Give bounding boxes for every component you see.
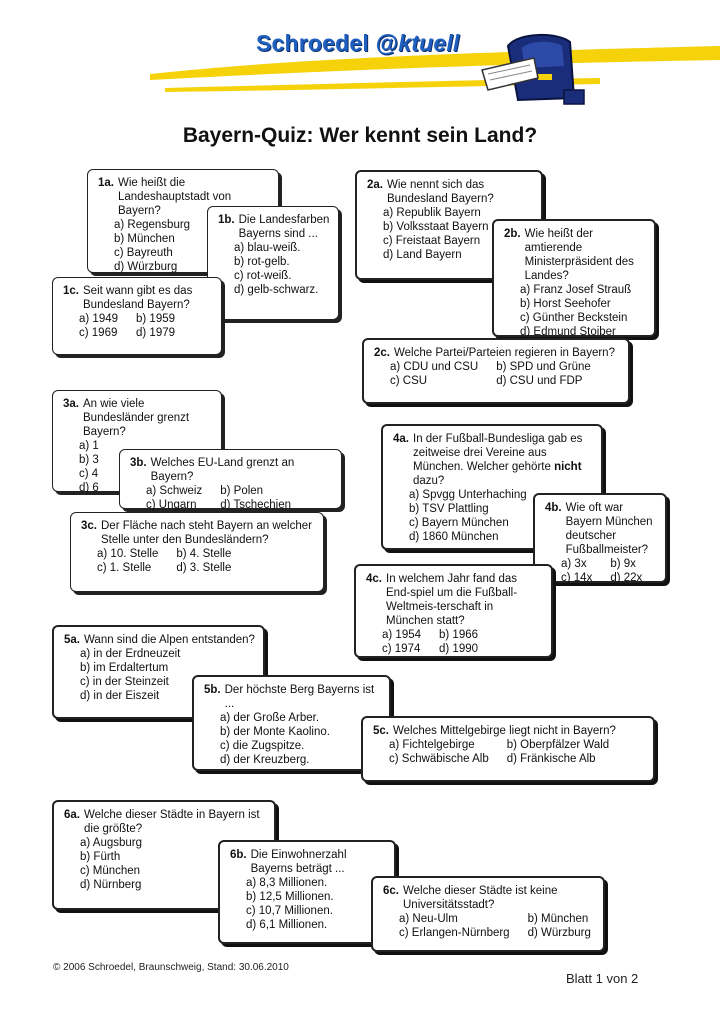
option: b) 4. Stelle <box>176 548 232 560</box>
option: b) Fürth <box>80 851 121 863</box>
question-text: Welches Mittelgebirge liegt nicht in Bayern? <box>393 725 616 737</box>
option: a) Republik Bayern <box>383 207 481 219</box>
question-number: 1b. <box>218 214 235 226</box>
option: d) Tschechien <box>220 499 291 511</box>
question-number: 2c. <box>374 347 390 359</box>
copyright-note: © 2006 Schroedel, Braunschweig, Stand: 30.06.2010 <box>53 962 289 973</box>
option: c) die Zugspitze. <box>220 740 305 752</box>
question-text: Wie heißt die Landeshauptstadt von Bayern? <box>118 177 232 217</box>
option: a) 1954 <box>382 629 422 641</box>
question-number: 3b. <box>130 457 147 469</box>
option: d) in der Eiszeit <box>80 690 160 702</box>
question-number: 3a. <box>63 398 79 410</box>
question-text: In welchem Jahr fand das End-spiel um die Fußball-Weltmeis-terschaft in München statt? <box>386 573 518 627</box>
page-indicator: Blatt 1 von 2 <box>566 971 639 986</box>
option: d) 22x <box>610 572 643 584</box>
option: c) rot-weiß. <box>234 270 292 282</box>
option: c) Freistaat Bayern <box>383 235 481 247</box>
question-number: 1c. <box>63 285 79 297</box>
option: b) 3 <box>79 454 99 466</box>
option: c) Bayreuth <box>114 247 173 259</box>
question-number: 6c. <box>383 885 399 897</box>
question-number: 6a. <box>64 809 80 821</box>
option: d) 6 <box>79 482 99 494</box>
option: a) Fichtelgebirge <box>389 739 475 751</box>
option: c) 1. Stelle <box>97 562 152 574</box>
logo-part2: ktuell <box>398 30 460 56</box>
option: c) Schwäbische Alb <box>389 753 489 765</box>
option: a) der Große Arber. <box>220 712 320 724</box>
option: a) 1949 <box>79 313 119 325</box>
question-card-1c <box>52 277 222 355</box>
option: a) Franz Josef Strauß <box>520 284 632 296</box>
option: d) Würzburg <box>114 261 178 273</box>
option: d) gelb-schwarz. <box>234 284 319 296</box>
question-number: 5b. <box>204 684 221 696</box>
option: a) Regensburg <box>114 219 191 231</box>
option: c) 4 <box>79 468 99 480</box>
option: c) Günther Beckstein <box>520 312 628 324</box>
option: a) 10. Stelle <box>97 548 159 560</box>
question-text-part1: In der Fußball-Bundesliga gab es zeitweise drei Vereine aus München. Welcher gehörte <box>413 433 583 473</box>
question-text-emphasis: nicht <box>554 461 582 473</box>
option: b) rot-gelb. <box>234 256 290 268</box>
question-text: Welche dieser Städte in Bayern ist die größte? <box>84 809 260 835</box>
question-number: 5c. <box>373 725 389 737</box>
option: b) Horst Seehofer <box>520 298 611 310</box>
option: d) Nürnberg <box>80 879 142 891</box>
question-number: 4a. <box>393 433 409 445</box>
option: a) Augsburg <box>80 837 143 849</box>
option: c) 10,7 Millionen. <box>246 905 333 917</box>
question-card-6c <box>371 876 605 952</box>
question-card-2b <box>492 219 656 337</box>
question-number: 5a. <box>64 634 80 646</box>
question-number: 3c. <box>81 520 97 532</box>
question-text: Wie nennt sich das Bundesland Bayern? <box>387 179 494 205</box>
question-text: Wie oft war Bayern München deutscher Fußballmeister? <box>565 502 653 556</box>
option: c) Erlangen-Nürnberg <box>399 927 510 939</box>
option: d) Edmund Stoiber <box>520 326 616 338</box>
question-card-1b <box>207 206 339 320</box>
question-card-4b <box>533 493 667 583</box>
question-number: 2b. <box>504 228 521 240</box>
option: c) Ungarn <box>146 499 197 511</box>
question-card-4c <box>354 564 553 658</box>
option: a) 8,3 Millionen. <box>246 877 328 889</box>
question-card-5c <box>361 716 655 782</box>
question-text: Wann sind die Alpen entstanden? <box>84 634 255 646</box>
mailbox-icon <box>478 28 598 118</box>
question-text <box>413 432 593 488</box>
header-logo <box>0 0 720 110</box>
question-text: Der höchste Berg Bayerns ist ... <box>224 684 375 710</box>
option: b) SPD und Grüne <box>496 361 591 373</box>
option: b) 1966 <box>439 629 479 641</box>
question-number: 1a. <box>98 177 114 189</box>
question-number: 6b. <box>230 849 247 861</box>
option: c) 1974 <box>382 643 421 655</box>
option: b) Oberpfälzer Wald <box>506 739 610 751</box>
option: b) Polen <box>220 485 264 497</box>
option: d) CSU und FDP <box>496 375 583 387</box>
question-text: Seit wann gibt es das Bundesland Bayern? <box>83 285 193 311</box>
question-card-2c <box>362 338 630 404</box>
option: b) München <box>114 233 175 245</box>
question-number: 4b. <box>545 502 562 514</box>
option: c) München <box>80 865 141 877</box>
question-text: Die Einwohnerzahl Bayerns beträgt ... <box>250 849 347 875</box>
option: a) Neu-Ulm <box>399 913 458 925</box>
question-text: An wie viele Bundesländer grenzt Bayern? <box>83 398 190 438</box>
option: a) Spvgg Unterhaching <box>409 489 527 501</box>
option: a) in der Erdneuzeit <box>80 648 181 660</box>
option: d) der Kreuzberg. <box>220 754 310 766</box>
option: d) 1979 <box>136 327 176 339</box>
question-card-3b <box>119 449 342 509</box>
option: c) in der Steinzeit <box>80 676 169 688</box>
option: a) 1 <box>79 440 99 452</box>
option: d) Fränkische Alb <box>506 753 596 765</box>
question-number: 4c. <box>366 573 382 585</box>
option: b) 9x <box>610 558 636 570</box>
option: d) Land Bayern <box>383 249 462 261</box>
option: d) 6,1 Millionen. <box>246 919 328 931</box>
option: c) CSU <box>390 375 428 387</box>
question-text: Welches EU-Land grenzt an Bayern? <box>150 457 295 483</box>
option: b) 12,5 Millionen. <box>246 891 334 903</box>
option: b) Volksstaat Bayern <box>383 221 489 233</box>
option: b) München <box>527 913 589 925</box>
option: a) CDU und CSU <box>390 361 479 373</box>
question-card-6b <box>218 840 396 944</box>
option: c) Bayern München <box>409 517 509 529</box>
question-text-part2: dazu? <box>413 475 445 487</box>
option: a) 3x <box>561 558 587 570</box>
question-text: Welche Partei/Parteien regieren in Bayern? <box>394 347 615 359</box>
option: d) 3. Stelle <box>176 562 232 574</box>
option: b) im Erdaltertum <box>80 662 169 674</box>
question-text: Die Landesfarben Bayerns sind ... <box>238 214 330 240</box>
option: b) 1959 <box>136 313 176 325</box>
option: d) 1860 München <box>409 531 499 543</box>
option: c) 1969 <box>79 327 118 339</box>
option: a) blau-weiß. <box>234 242 301 254</box>
question-text: Welche dieser Städte ist keine Universitätsstadt? <box>403 885 558 911</box>
option: b) der Monte Kaolino. <box>220 726 330 738</box>
option: d) Würzburg <box>527 927 591 939</box>
option: b) TSV Plattling <box>409 503 489 515</box>
question-text: Wie heißt der amtierende Ministerpräsident des Landes? <box>524 228 634 282</box>
question-number: 2a. <box>367 179 383 191</box>
page-title: Bayern-Quiz: Wer kennt sein Land? <box>182 124 538 147</box>
question-text: Der Fläche nach steht Bayern an welcher Stelle unter den Bundesländern? <box>101 520 312 546</box>
option: a) Schweiz <box>146 485 203 497</box>
logo-part1: Schroedel @ <box>256 30 399 56</box>
option: c) 14x <box>561 572 593 584</box>
question-card-3c <box>70 512 324 592</box>
logo-text <box>256 30 460 57</box>
option: d) 1990 <box>439 643 479 655</box>
